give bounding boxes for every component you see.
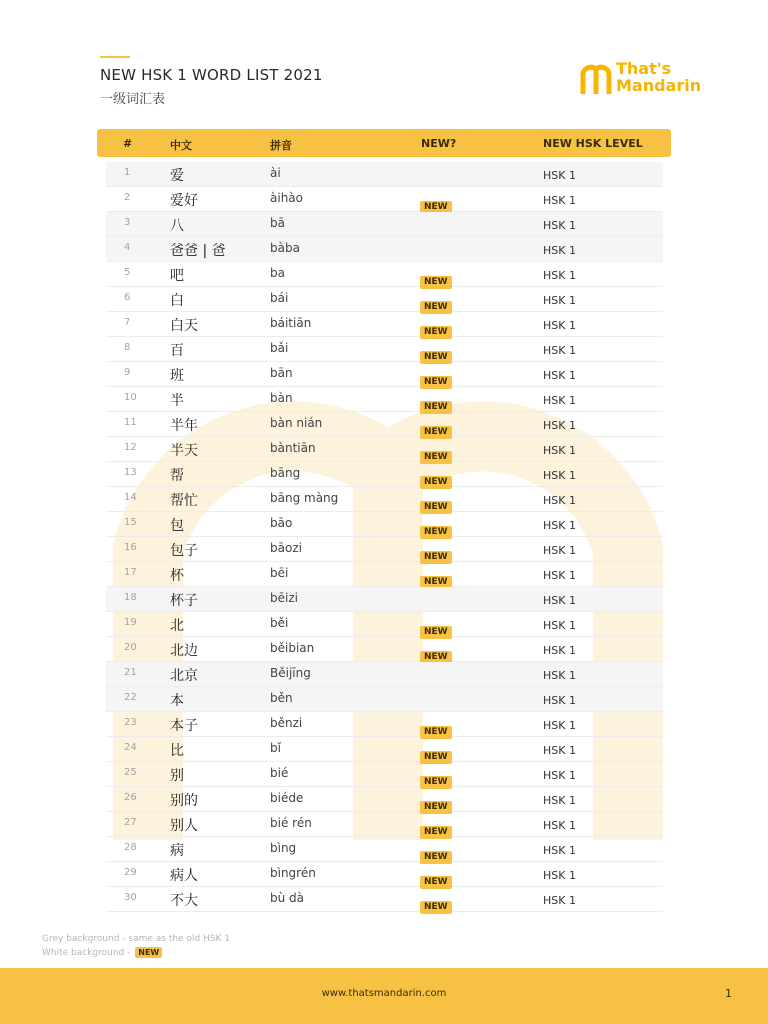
- row-hanzi: 八: [170, 218, 184, 234]
- new-badge: NEW: [420, 501, 452, 514]
- row-hanzi: 白天: [170, 318, 198, 334]
- new-badge: NEW: [420, 426, 452, 439]
- table-row: [106, 612, 663, 637]
- row-hanzi: 半天: [170, 443, 198, 459]
- new-badge: NEW: [420, 651, 452, 664]
- row-hanzi: 别: [170, 768, 184, 784]
- row-new-cell: [420, 894, 452, 914]
- footer-bar: [0, 968, 768, 1024]
- table-row: [106, 737, 663, 762]
- row-new-cell: [420, 194, 452, 214]
- row-level: HSK 1: [543, 569, 576, 582]
- table-row: [106, 487, 663, 512]
- row-level: HSK 1: [543, 219, 576, 232]
- row-level: HSK 1: [543, 744, 576, 757]
- row-new-cell: [420, 844, 452, 864]
- table-header: [97, 129, 671, 157]
- row-pinyin: bāng: [270, 466, 301, 480]
- new-badge: NEW: [420, 726, 452, 739]
- table-row: [106, 162, 663, 187]
- legend-white-text: White background -: [42, 948, 131, 958]
- row-hanzi: 半: [170, 393, 184, 409]
- row-pinyin: bāozi: [270, 541, 302, 555]
- table-row: [106, 712, 663, 737]
- row-pinyin: bìngrén: [270, 866, 316, 880]
- column-header-pinyin: 拼音: [270, 139, 292, 152]
- row-new-cell: [420, 469, 452, 489]
- table-row: [106, 537, 663, 562]
- page-subtitle: 一级词汇表: [100, 92, 166, 107]
- row-pinyin: běibian: [270, 641, 315, 655]
- new-badge: NEW: [420, 776, 452, 789]
- row-number: 23: [124, 717, 137, 728]
- word-table: [106, 162, 663, 912]
- row-number: 1: [124, 167, 131, 178]
- row-number: 21: [124, 667, 137, 678]
- row-pinyin: biéde: [270, 791, 304, 805]
- row-level: HSK 1: [543, 369, 576, 382]
- row-level: HSK 1: [543, 794, 576, 807]
- new-badge: NEW: [420, 851, 452, 864]
- row-level: HSK 1: [543, 769, 576, 782]
- row-number: 28: [124, 842, 137, 853]
- row-level: HSK 1: [543, 169, 576, 182]
- row-hanzi: 不大: [170, 893, 198, 909]
- row-hanzi: 本子: [170, 718, 198, 734]
- table-row: [106, 562, 663, 587]
- row-level: HSK 1: [543, 644, 576, 657]
- table-row: [106, 312, 663, 337]
- row-hanzi: 班: [170, 368, 184, 384]
- table-row: [106, 387, 663, 412]
- table-row: [106, 462, 663, 487]
- new-badge: NEW: [420, 526, 452, 539]
- table-row: [106, 887, 663, 912]
- row-level: HSK 1: [543, 194, 576, 207]
- row-hanzi: 病人: [170, 868, 198, 884]
- new-badge: NEW: [420, 451, 452, 464]
- row-pinyin: Běijīng: [270, 666, 311, 680]
- legend-white: [42, 947, 162, 958]
- row-number: 4: [124, 242, 131, 253]
- row-number: 15: [124, 517, 137, 528]
- row-number: 22: [124, 692, 137, 703]
- table-row: [106, 187, 663, 212]
- table-row: [106, 287, 663, 312]
- row-number: 24: [124, 742, 137, 753]
- row-hanzi: 杯子: [170, 593, 198, 609]
- new-badge: NEW: [420, 751, 452, 764]
- row-number: 30: [124, 892, 137, 903]
- row-pinyin: bān: [270, 366, 293, 380]
- row-level: HSK 1: [543, 694, 576, 707]
- row-number: 6: [124, 292, 131, 303]
- row-level: HSK 1: [543, 869, 576, 882]
- row-level: HSK 1: [543, 419, 576, 432]
- row-new-cell: [420, 769, 452, 789]
- row-level: HSK 1: [543, 294, 576, 307]
- row-pinyin: bāng màng: [270, 491, 339, 505]
- column-header-new: NEW?: [421, 137, 457, 150]
- new-badge: NEW: [420, 576, 452, 589]
- row-new-cell: [420, 719, 452, 739]
- title-accent-line: [100, 56, 130, 58]
- row-hanzi: 半年: [170, 418, 198, 434]
- new-badge: NEW: [420, 901, 452, 914]
- row-pinyin: ba: [270, 266, 285, 280]
- row-pinyin: bàntiān: [270, 441, 316, 455]
- row-level: HSK 1: [543, 469, 576, 482]
- row-new-cell: [420, 494, 452, 514]
- row-new-cell: [420, 869, 452, 889]
- legend-new-badge: NEW: [135, 947, 162, 958]
- row-new-cell: [420, 644, 452, 664]
- row-new-cell: [420, 744, 452, 764]
- row-hanzi: 北: [170, 618, 184, 634]
- page-title: NEW HSK 1 WORD LIST 2021: [100, 66, 323, 84]
- new-badge: NEW: [420, 401, 452, 414]
- new-badge: NEW: [420, 826, 452, 839]
- new-badge: NEW: [420, 326, 452, 339]
- row-new-cell: [420, 569, 452, 589]
- row-new-cell: [420, 294, 452, 314]
- row-pinyin: bàba: [270, 241, 300, 255]
- row-number: 20: [124, 642, 137, 653]
- row-number: 13: [124, 467, 137, 478]
- row-hanzi: 包子: [170, 543, 198, 559]
- brand-logo: [580, 60, 701, 94]
- row-hanzi: 病: [170, 843, 184, 859]
- row-hanzi: 帮忙: [170, 493, 198, 509]
- row-new-cell: [420, 394, 452, 414]
- row-number: 9: [124, 367, 131, 378]
- row-number: 26: [124, 792, 137, 803]
- row-new-cell: [420, 444, 452, 464]
- row-number: 8: [124, 342, 131, 353]
- table-row: [106, 862, 663, 887]
- row-hanzi: 比: [170, 743, 184, 759]
- row-hanzi: 别的: [170, 793, 198, 809]
- new-badge: NEW: [420, 351, 452, 364]
- row-level: HSK 1: [543, 494, 576, 507]
- row-level: HSK 1: [543, 519, 576, 532]
- row-level: HSK 1: [543, 719, 576, 732]
- table-row: [106, 412, 663, 437]
- page-number: 1: [725, 987, 732, 1000]
- new-badge: NEW: [420, 626, 452, 639]
- row-number: 3: [124, 217, 131, 228]
- row-number: 17: [124, 567, 137, 578]
- row-pinyin: bǎi: [270, 341, 289, 355]
- row-pinyin: ài: [270, 166, 281, 180]
- row-hanzi: 爱好: [170, 193, 198, 209]
- row-hanzi: 杯: [170, 568, 184, 584]
- row-hanzi: 包: [170, 518, 184, 534]
- row-pinyin: bìng: [270, 841, 297, 855]
- row-new-cell: [420, 319, 452, 339]
- row-level: HSK 1: [543, 819, 576, 832]
- row-hanzi: 吧: [170, 268, 184, 284]
- row-pinyin: báitiān: [270, 316, 312, 330]
- row-hanzi: 北京: [170, 668, 198, 684]
- new-badge: NEW: [420, 476, 452, 489]
- new-badge: NEW: [420, 876, 452, 889]
- table-row: [106, 762, 663, 787]
- new-badge: NEW: [420, 201, 452, 214]
- row-number: 19: [124, 617, 137, 628]
- row-new-cell: [420, 344, 452, 364]
- row-number: 10: [124, 392, 137, 403]
- row-new-cell: [420, 419, 452, 439]
- row-pinyin: bái: [270, 291, 289, 305]
- row-level: HSK 1: [543, 844, 576, 857]
- mandarin-logo-icon: [580, 60, 612, 94]
- legend-grey: Grey background - same as the old HSK 1: [42, 934, 231, 944]
- column-header-level: NEW HSK LEVEL: [543, 137, 643, 150]
- row-hanzi: 北边: [170, 643, 198, 659]
- table-row: [106, 437, 663, 462]
- row-number: 29: [124, 867, 137, 878]
- row-pinyin: bàn nián: [270, 416, 323, 430]
- row-new-cell: [420, 819, 452, 839]
- row-pinyin: běnzi: [270, 716, 303, 730]
- row-number: 25: [124, 767, 137, 778]
- column-header-hanzi: 中文: [170, 139, 192, 152]
- row-level: HSK 1: [543, 669, 576, 682]
- row-pinyin: bié: [270, 766, 289, 780]
- new-badge: NEW: [420, 376, 452, 389]
- table-row: [106, 687, 663, 712]
- row-new-cell: [420, 544, 452, 564]
- row-pinyin: bù dà: [270, 891, 305, 905]
- row-number: 7: [124, 317, 131, 328]
- new-badge: NEW: [420, 551, 452, 564]
- row-level: HSK 1: [543, 619, 576, 632]
- row-hanzi: 本: [170, 693, 184, 709]
- row-pinyin: àihào: [270, 191, 303, 205]
- table-row: [106, 262, 663, 287]
- row-new-cell: [420, 619, 452, 639]
- row-number: 5: [124, 267, 131, 278]
- row-new-cell: [420, 269, 452, 289]
- row-level: HSK 1: [543, 244, 576, 257]
- logo-text-line2: Mandarin: [616, 76, 702, 95]
- row-level: HSK 1: [543, 444, 576, 457]
- table-row: [106, 212, 663, 237]
- table-row: [106, 237, 663, 262]
- table-row: [106, 587, 663, 612]
- row-level: HSK 1: [543, 594, 576, 607]
- row-number: 16: [124, 542, 137, 553]
- row-pinyin: bàn: [270, 391, 293, 405]
- row-level: HSK 1: [543, 544, 576, 557]
- row-hanzi: 百: [170, 343, 184, 359]
- table-row: [106, 787, 663, 812]
- row-new-cell: [420, 519, 452, 539]
- column-header-num: #: [123, 137, 133, 150]
- row-level: HSK 1: [543, 894, 576, 907]
- row-number: 14: [124, 492, 137, 503]
- row-pinyin: bēi: [270, 566, 289, 580]
- table-row: [106, 337, 663, 362]
- row-number: 2: [124, 192, 131, 203]
- row-hanzi: 帮: [170, 468, 184, 484]
- row-number: 27: [124, 817, 137, 828]
- row-hanzi: 爱: [170, 168, 184, 184]
- row-level: HSK 1: [543, 394, 576, 407]
- table-row: [106, 662, 663, 687]
- table-row: [106, 812, 663, 837]
- row-level: HSK 1: [543, 344, 576, 357]
- row-pinyin: bēizi: [270, 591, 298, 605]
- row-pinyin: běn: [270, 691, 293, 705]
- row-hanzi: 别人: [170, 818, 198, 834]
- row-new-cell: [420, 369, 452, 389]
- row-number: 12: [124, 442, 137, 453]
- new-badge: NEW: [420, 276, 452, 289]
- table-row: [106, 512, 663, 537]
- table-row: [106, 362, 663, 387]
- row-new-cell: [420, 794, 452, 814]
- row-level: HSK 1: [543, 319, 576, 332]
- row-pinyin: běi: [270, 616, 289, 630]
- new-badge: NEW: [420, 301, 452, 314]
- row-pinyin: bǐ: [270, 741, 281, 755]
- row-number: 11: [124, 417, 137, 428]
- row-hanzi: 爸爸 | 爸: [170, 243, 226, 259]
- footer-url-link[interactable]: www.thatsmandarin.com: [321, 988, 447, 999]
- row-pinyin: bāo: [270, 516, 293, 530]
- row-number: 18: [124, 592, 137, 603]
- row-level: HSK 1: [543, 269, 576, 282]
- row-hanzi: 白: [170, 293, 184, 309]
- new-badge: NEW: [420, 801, 452, 814]
- row-pinyin: bā: [270, 216, 285, 230]
- table-row: [106, 637, 663, 662]
- logo-text-line1: That's: [616, 59, 672, 78]
- row-pinyin: bié rén: [270, 816, 312, 830]
- table-row: [106, 837, 663, 862]
